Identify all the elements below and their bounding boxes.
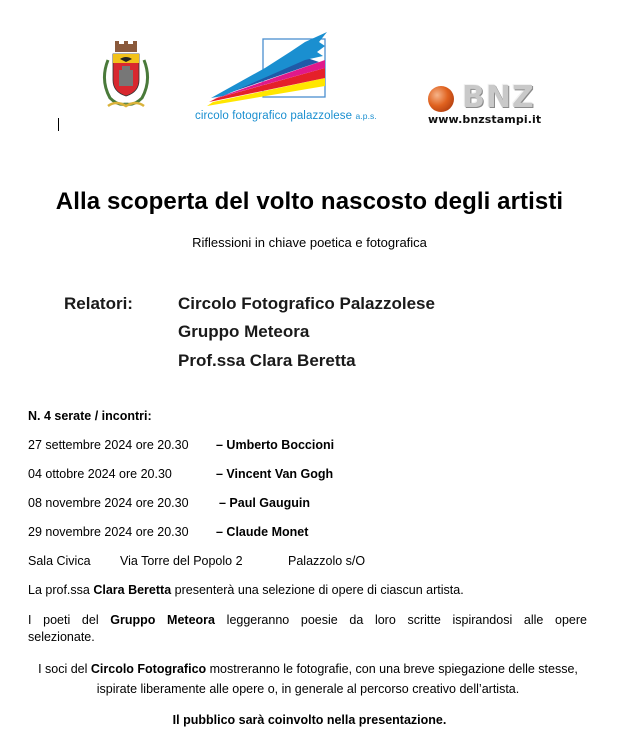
relatore-name: Circolo Fotografico Palazzolese <box>178 294 435 313</box>
relatore-name: Prof.ssa Clara Beretta <box>178 351 356 370</box>
page-title: Alla scoperta del volto nascosto degli artisti <box>55 188 564 215</box>
event-date: 29 novembre 2024 ore 20.30 <box>28 525 189 539</box>
relatori-label: Relatori: <box>64 294 133 313</box>
event-artist: – Vincent Van Gogh <box>216 467 334 481</box>
bnz-logo <box>422 80 562 130</box>
venue-hall: Sala Civica <box>28 554 91 568</box>
bnz-globe-icon <box>428 86 454 112</box>
circolo-fotografico-logo-icon <box>195 28 395 108</box>
para-text: La prof.ssa <box>28 583 94 597</box>
event-artist: – Umberto Boccioni <box>216 438 335 452</box>
page-subtitle: Riflessioni in chiave poetica e fotografica <box>192 235 427 250</box>
para-text: I soci del <box>38 662 91 676</box>
venue-address: Via Torre del Popolo 2 <box>120 554 243 568</box>
circolo-fotografico-logo <box>195 28 395 128</box>
para-text: I poeti del <box>28 613 111 627</box>
paragraph-meteora <box>28 612 587 646</box>
event-date: 27 settembre 2024 ore 20.30 <box>28 438 189 452</box>
text-cursor[interactable] <box>58 118 59 131</box>
para-text: mostreranno le fotografie, con una breve spiegazione delle stesse, ispirate liberamente alle opere o, in generale al percorso creativo dell’artista. <box>96 662 578 696</box>
para-bold: Clara Beretta <box>93 583 172 597</box>
event-artist: – Paul Gauguin <box>219 496 310 510</box>
paragraph-beretta <box>28 583 464 597</box>
event-artist: – Claude Monet <box>216 525 309 539</box>
paragraph-circolo <box>28 659 588 699</box>
closing-note: Il pubblico sarà coinvolto nella presentazione. <box>172 713 447 727</box>
municipal-coat-of-arms-icon <box>100 40 152 114</box>
para-text: presenterà una selezione di opere di ciascun artista. <box>171 583 464 597</box>
relatore-name: Gruppo Meteora <box>178 322 310 341</box>
bnz-letters: BNZ <box>462 80 535 115</box>
para-bold: Circolo Fotografico <box>90 662 207 676</box>
circolo-logo-text: circolo fotografico palazzolese a.p.s. <box>195 110 377 122</box>
serate-heading: N. 4 serate / incontri: <box>28 409 152 423</box>
para-text: leggeranno poesie da loro scritte ispirandosi alle opere selezionate. <box>28 613 587 644</box>
bnz-url: www.bnzstampi.it <box>428 113 542 126</box>
event-date: 08 novembre 2024 ore 20.30 <box>28 496 189 510</box>
event-date: 04 ottobre 2024 ore 20.30 <box>28 467 172 481</box>
para-bold: Gruppo Meteora <box>110 613 215 627</box>
venue-town: Palazzolo s/O <box>288 554 366 568</box>
